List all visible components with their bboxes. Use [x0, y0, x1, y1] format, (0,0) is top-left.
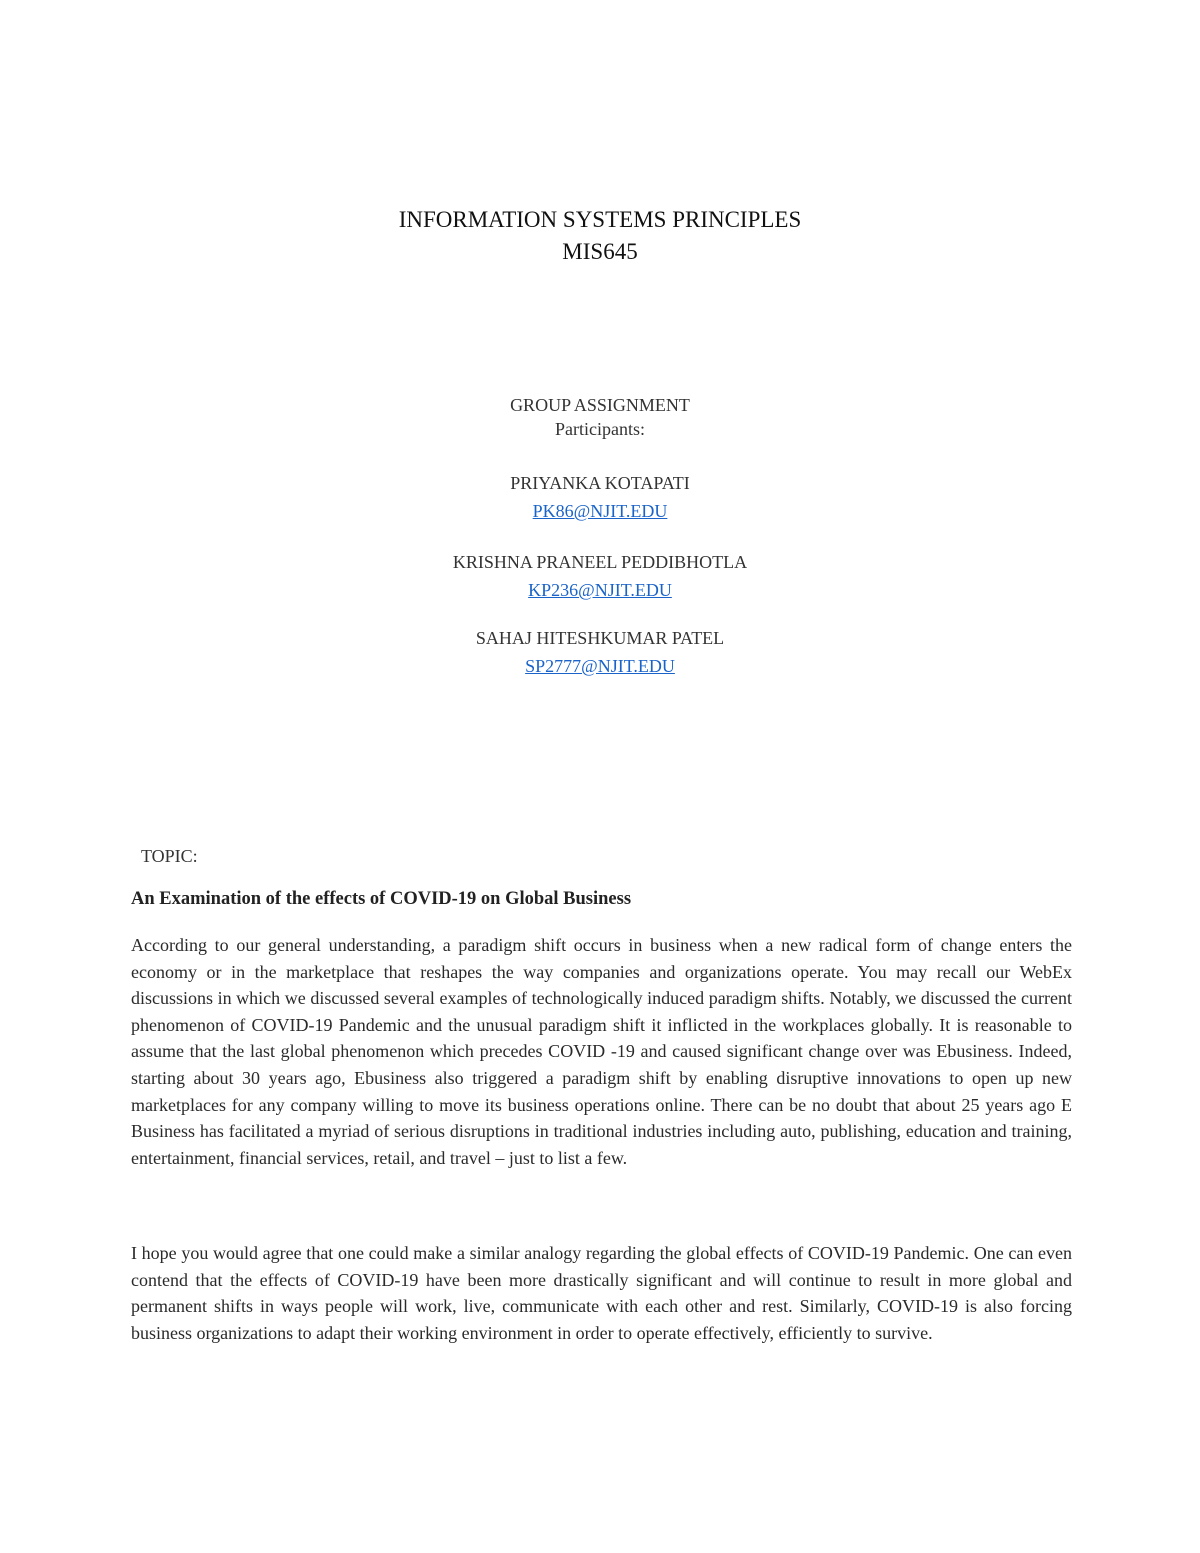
participant-email-link[interactable]: PK86@NJIT.EDU	[532, 501, 668, 521]
title-block	[0, 204, 1200, 268]
participant-1	[0, 469, 1200, 525]
participant-name: PRIYANKA KOTAPATI	[510, 473, 690, 493]
document-title: INFORMATION SYSTEMS PRINCIPLES	[398, 207, 802, 232]
assignment-type: GROUP ASSIGNMENT	[510, 395, 690, 415]
section-heading: An Examination of the effects of COVID-19 on Global Business	[131, 889, 632, 909]
participants-label: Participants:	[555, 419, 645, 439]
body-paragraph-1: According to our general understanding, a paradigm shift occurs in business when a new radical form of change enters the economy or in the marketplace that reshapes the way companies and organizations operate. You may recall our WebEx discussions in which we discussed several examples of technologically induced paradigm shifts. Notably, we discussed the current phenomenon of COVID-19 Pandemic and the unusual paradigm shift it inflicted in the workplaces globally. It is reasonable to assume that the last global phenomenon which precedes COVID -19 and caused significant change over was Ebusiness. Indeed, starting about 30 years ago, Ebusiness also triggered a paradigm shift by enabling disruptive innovations to open up new marketplaces for any company willing to move its business operations online. There can be no doubt that about 25 years ago E Business has facilitated a myriad of serious disruptions in traditional industries including auto, publishing, education and training, entertainment, financial services, retail, and travel – just to list a few.	[131, 935, 1072, 1168]
group-block	[0, 393, 1200, 441]
participant-email-link[interactable]: SP2777@NJIT.EDU	[525, 656, 675, 676]
participant-email-link[interactable]: KP236@NJIT.EDU	[528, 580, 672, 600]
body-paragraph-2: I hope you would agree that one could make a similar analogy regarding the global effects of COVID-19 Pandemic. One can even contend that the effects of COVID-19 have been more drastically significant and will continue to result in more global and permanent shifts in ways people will work, live, communicate with each other and rest. Similarly, COVID-19 is also forcing business organizations to adapt their working environment in order to operate effectively, efficiently to survive.	[131, 1243, 1072, 1343]
participant-3	[0, 624, 1200, 680]
topic-label: TOPIC:	[141, 846, 198, 866]
participant-name: SAHAJ HITESHKUMAR PATEL	[475, 628, 725, 648]
course-code: MIS645	[562, 239, 638, 264]
participant-2	[0, 548, 1200, 604]
participant-name: KRISHNA PRANEEL PEDDIBHOTLA	[452, 552, 748, 572]
